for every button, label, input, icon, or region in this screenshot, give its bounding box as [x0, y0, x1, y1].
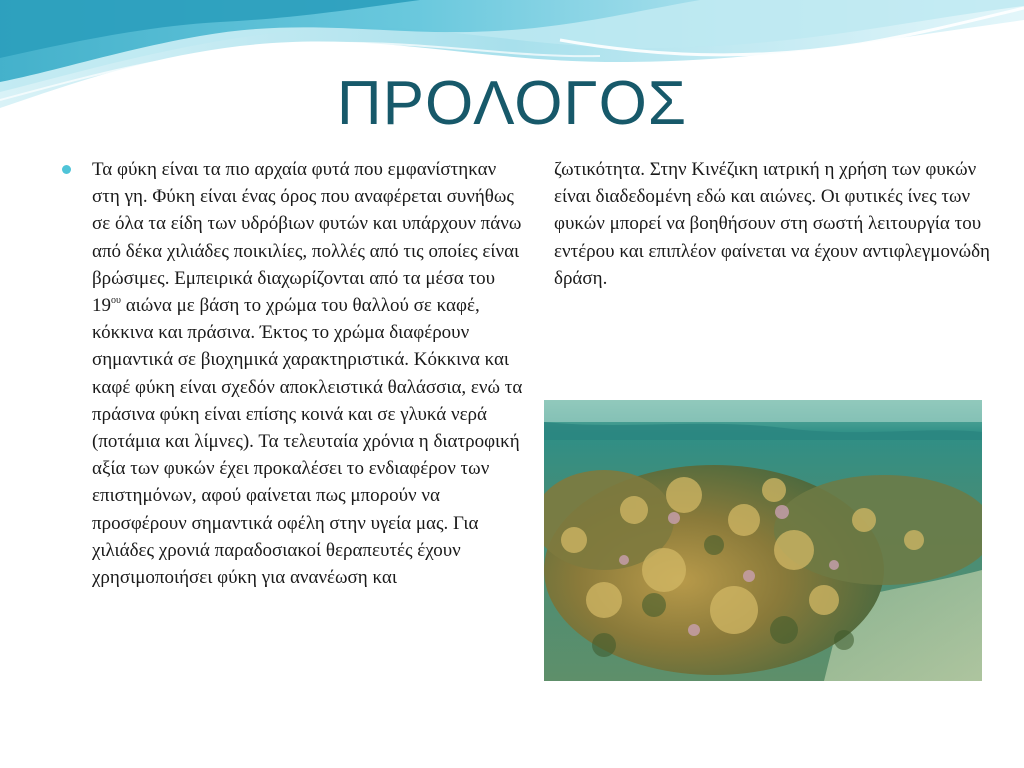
left-paragraph	[62, 156, 524, 591]
slide-title: ΠΡΟΛΟΓΟΣ	[336, 69, 688, 138]
right-text-column	[554, 156, 994, 292]
left-text-column	[62, 156, 524, 591]
left-text-part1: Τα φύκη είναι τα πιο αρχαία φυτά που εμφανίστηκαν στη γη. Φύκη είναι ένας όρος που αναφέρεται συνήθως σε όλα τα είδη των υδρόβιων φυτών και υπάρχουν πάνω από δέκα χιλιάδες ποικιλίες, πολλές από τις οποίες είναι βρώσιμες. Εμπειρικά διαχωρίζονται από τα μέσα του 19	[92, 159, 522, 317]
right-paragraph: ζωτικότητα. Στην Κινέζικη ιατρική η χρήση των φυκών είναι διαδεδομένη εδώ και αιώνες. Οι φυτικές ίνες των φυκών μπορεί να βοηθήσουν στη σωστή λειτουργία του εντέρου και επιπλέον φαίνεται να έχουν αντιφλεγμονώδη δράση.	[554, 159, 990, 289]
seaweed-image-icon	[544, 400, 982, 681]
century-superscript: ου	[111, 295, 121, 307]
bullet-dot-icon	[62, 165, 71, 174]
seaweed-photo	[544, 400, 982, 681]
left-text-part2: αιώνα με βάση το χρώμα του θαλλού σε καφέ, κόκκινα και πράσινα. Έκτος το χρώμα διαφέρουν σημαντικά σε βιοχημικά χαρακτηριστικά. Κόκκινα και καφέ φύκη είναι σχεδόν αποκλειστικά θαλάσσια, ενώ τα πράσινα φύκη είναι επίσης κοινά και σε γλυκά νερά (ποτάμια και λίμνες). Τα τελευταία χρόνια η διατροφική αξία των φυκών έχει προκαλέσει το ενδιαφέρον των επιστημόνων, αφού φαίνεται πως μπορούν να προσφέρουν σημαντικά οφέλη στην υγεία μας. Για χιλιάδες χρονιά παραδοσιακοί θεραπευτές έχουν χρησιμοποιήσει φύκη για ανανέωση και	[92, 295, 523, 589]
